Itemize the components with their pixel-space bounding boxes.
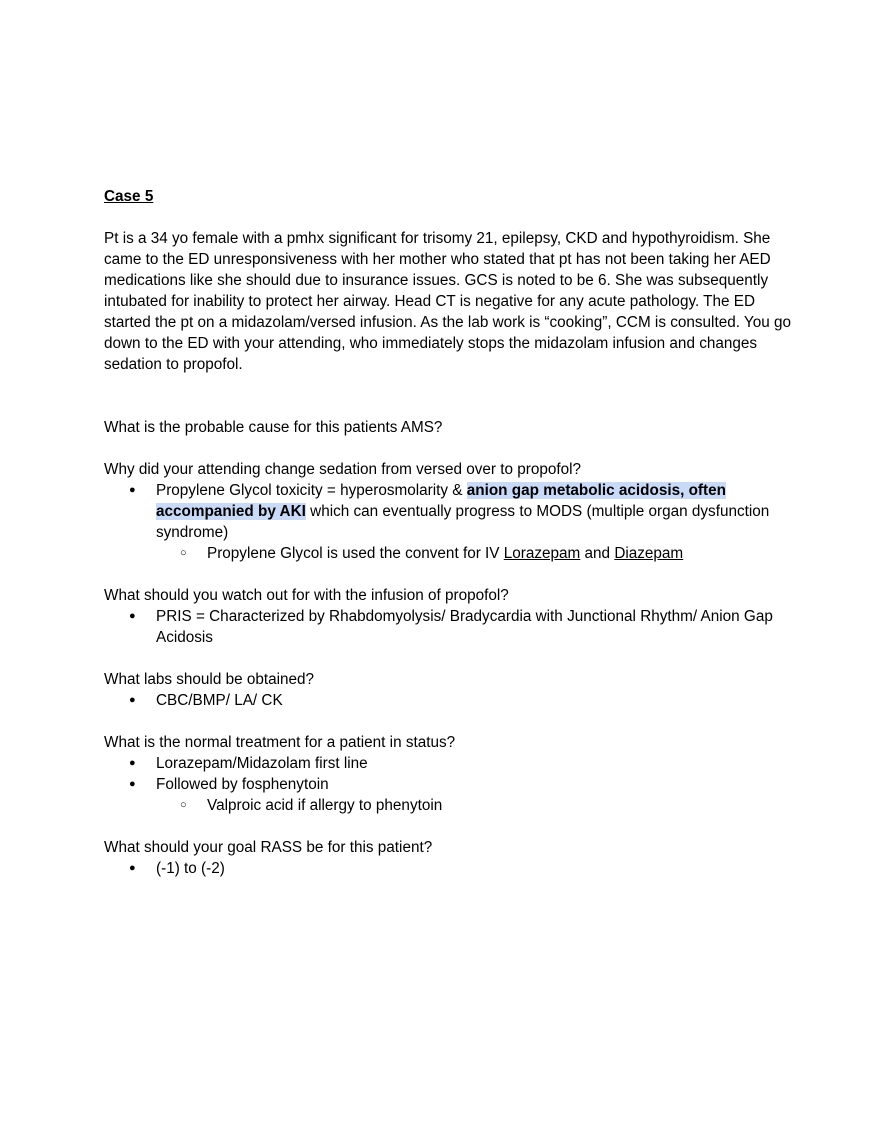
question-rass-goal: What should your goal RASS be for this patient?	[104, 839, 433, 856]
answer-list	[104, 606, 794, 648]
question-ams-cause: What is the probable cause for this patients AMS?	[104, 419, 443, 436]
document-page	[104, 186, 794, 879]
list-item: ● (-1) to (-2)	[104, 858, 794, 879]
list-item: ● Propylene Glycol toxicity = hyperosmolarity & anion gap metabolic acidosis, often accompanied by AKI which can eventually progress to MODS (multiple organ dysfunction syndrome)	[104, 480, 794, 543]
question-block-status-treatment	[104, 732, 794, 816]
list-item: ● CBC/BMP/ LA/ CK	[104, 690, 794, 711]
question-labs: What labs should be obtained?	[104, 671, 315, 688]
question-propofol-watch: What should you watch out for with the infusion of propofol?	[104, 587, 509, 604]
answer-list	[104, 753, 794, 816]
list-item: ● PRIS = Characterized by Rhabdomyolysis/ Bradycardia with Junctional Rhythm/ Anion Gap Acidosis	[104, 606, 794, 648]
answer-list	[104, 690, 794, 711]
question-block-labs	[104, 669, 794, 711]
list-item: ● Lorazepam/Midazolam first line	[104, 753, 794, 774]
list-subitem: ○ Propylene Glycol is used the convent for IV Lorazepam and Diazepam	[104, 543, 794, 564]
question-block-rass	[104, 837, 794, 879]
list-subitem: ○ Valproic acid if allergy to phenytoin	[104, 795, 794, 816]
list-item: ● Followed by fosphenytoin	[104, 774, 794, 795]
lorazepam-link[interactable]: Lorazepam	[503, 545, 581, 562]
highlighted-text: anion gap metabolic acidosis, often accompanied by AKI	[156, 482, 726, 520]
diazepam-link[interactable]: Diazepam	[614, 545, 684, 562]
answer-list	[104, 858, 794, 879]
question-block-sedation-change	[104, 459, 794, 564]
question-status-treatment: What is the normal treatment for a patient in status?	[104, 734, 456, 751]
question-sedation-change: Why did your attending change sedation from versed over to propofol?	[104, 461, 582, 478]
answer-list	[104, 480, 794, 564]
case-title: Case 5	[104, 188, 154, 205]
question-block-propofol	[104, 585, 794, 648]
case-description: Pt is a 34 yo female with a pmhx significant for trisomy 21, epilepsy, CKD and hypothyroidism. She came to the ED unresponsiveness with her mother who stated that pt has not been taking her AED medications like she should due to insurance issues. GCS is noted to be 6. She was subsequently intubated for inability to protect her airway. Head CT is negative for any acute pathology. The ED started the pt on a midazolam/versed infusion. As the lab work is “cooking”, CCM is consulted. You go down to the ED with your attending, who immediately stops the midazolam infusion and changes sedation to propofol.	[104, 230, 792, 373]
